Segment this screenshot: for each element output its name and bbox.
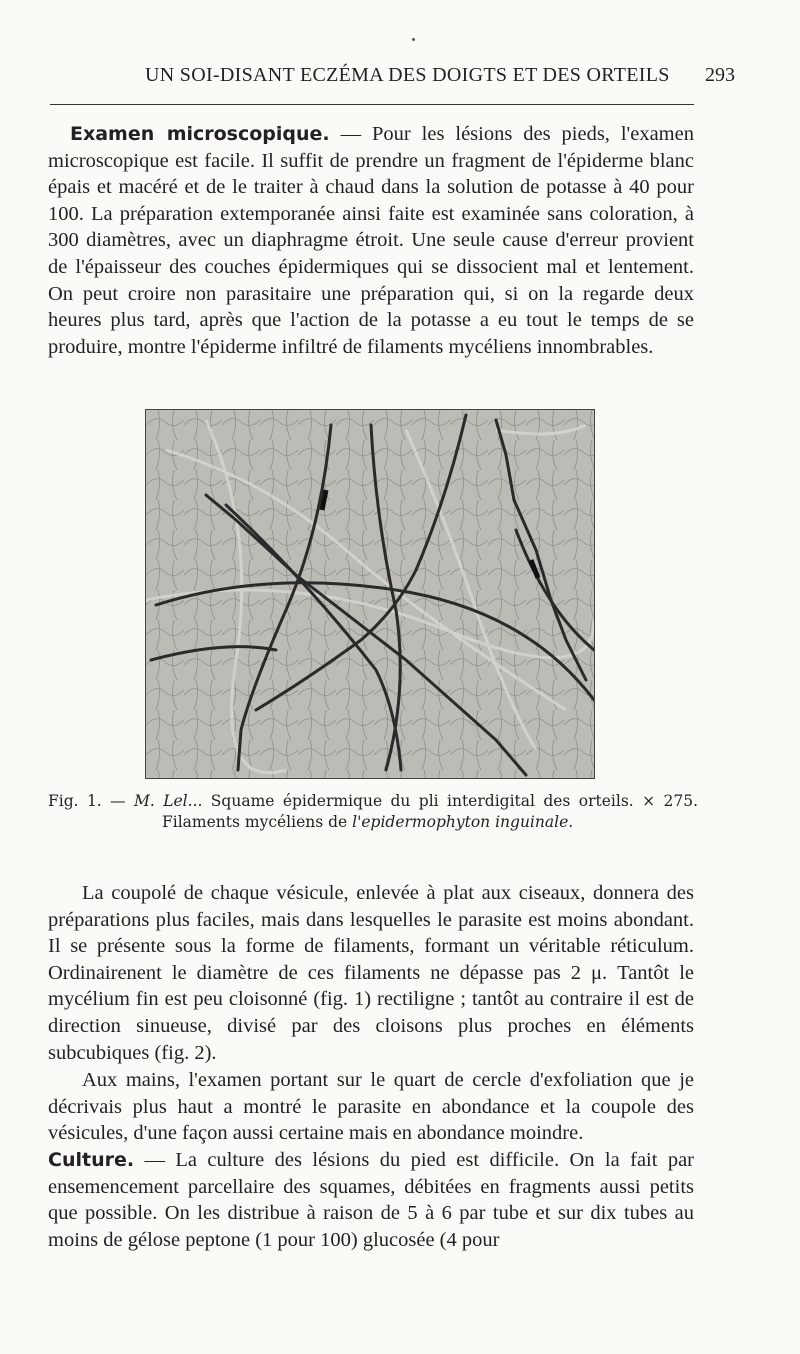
- figure-label: Fig. 1.: [48, 792, 102, 810]
- patient-name: M. Lel...: [134, 792, 203, 810]
- page-number: 293: [705, 64, 735, 86]
- micrograph-figure: [145, 409, 595, 779]
- caption-dash: —: [101, 792, 135, 810]
- caption-line-2: [48, 812, 698, 833]
- section-heading-examen: Examen microscopique.: [70, 123, 330, 145]
- page-mark: [412, 38, 415, 41]
- header-rule: [50, 104, 694, 105]
- organism-name: l'epidermophyton inguinale.: [352, 813, 574, 831]
- paragraph-text: — Pour les lésions des pieds, l'examen microscopique est facile. Il suffit de prendre un fragment de l'épiderme blanc épais et macéré et de le traiter à chaud dans la solution de potasse à 40 pour 100. La préparation extemporanée ainsi faite est examinée sans coloration, à 300 diamètres, avec un diaphragme étroit. Une seule cause d'erreur provient de l'épaisseur des couches épidermiques qui se dissocient mal et lentement. On peut croire non parasitaire une préparation qui, si on la regarde deux heures plus tard, après que l'action de la potasse a eu tout le temps de se produire, montre l'épiderme infiltré de filaments mycéliens innombrables.: [48, 123, 694, 358]
- caption-line-1: [48, 791, 698, 812]
- paragraph-culture: [48, 1147, 694, 1253]
- magnification: × 275.: [642, 792, 698, 810]
- running-title: UN SOI-DISANT ECZÉMA DES DOIGTS ET DES ORTEILS: [145, 64, 670, 86]
- micrograph-image: [146, 410, 594, 778]
- paragraph-coupole: La coupolé de chaque vésicule, enlevée à plat aux ciseaux, donnera des préparations plus faciles, mais dans lesquelles le parasite est moins abondant. Il se présente sous la forme de filaments, formant un véritable réticulum. Ordinairenent le diamètre de ces filaments ne dépasse pas 2 μ. Tantôt le mycélium fin est peu cloisonné (fig. 1) rectiligne ; tantôt au contraire il est de direction sinueuse, divisé par des cloisons plus proches en éléments subcubiques (fig. 2).: [48, 882, 694, 1064]
- paragraph-examen-microscopique: [48, 121, 694, 360]
- running-header: [50, 64, 750, 94]
- culture-text: — La culture des lésions du pied est difficile. On la fait par ensemencement parcellaire des squames, débitées en fragments aussi petits que possible. On les distribue à raison de 5 à 6 par tube et sur dix tubes au moins de gélose peptone (1 pour 100) glucosée (4 pour: [48, 1149, 694, 1251]
- figure-caption: [48, 791, 698, 833]
- section-heading-culture: Culture.: [48, 1149, 135, 1171]
- caption-text-1: Squame épidermique du pli interdigital des orteils.: [202, 792, 643, 810]
- paragraph-aux-mains: Aux mains, l'examen portant sur le quart de cercle d'exfoliation que je décrivais plus haut a montré le parasite en abondance et la coupole des vésicules, d'une façon aussi certaine mais en abondance moindre.: [48, 1069, 694, 1145]
- caption-text-2: Filaments mycéliens de: [162, 813, 353, 831]
